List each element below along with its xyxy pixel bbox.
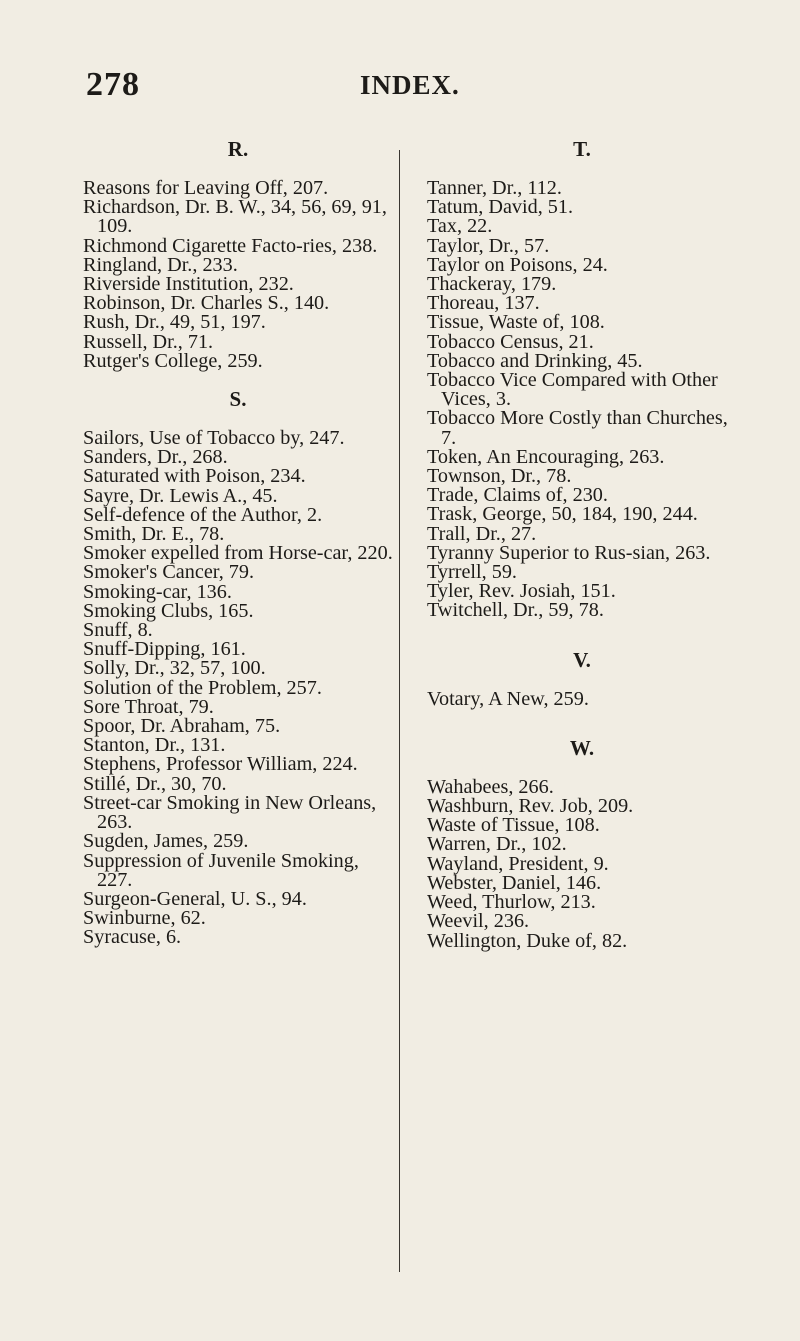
index-entry: Wahabees, 266.: [427, 775, 554, 798]
index-entry: Stillé, Dr., 30, 70.: [83, 772, 227, 795]
page-number: 278: [86, 66, 140, 103]
index-entry: Snuff-Dipping, 161.: [83, 638, 246, 661]
index-entry: Trall, Dr., 27.: [427, 522, 537, 545]
index-entry: Thoreau, 137.: [427, 292, 540, 315]
index-entry: Surgeon-General, U. S., 94.: [83, 887, 307, 910]
index-entry: Taylor, Dr., 57.: [427, 234, 550, 257]
index-entry: Smoker expelled from Horse-car, 220.: [83, 542, 393, 565]
page-header: [0, 66, 800, 106]
index-entry: Saturated with Poison, 234.: [83, 465, 306, 488]
index-entry: Tyler, Rev. Josiah, 151.: [427, 580, 616, 603]
index-entry: Stanton, Dr., 131.: [83, 734, 226, 757]
index-entry: Votary, A New, 259.: [427, 687, 589, 710]
index-entry: Tobacco More Costly than Churches, 7.: [427, 407, 728, 449]
index-entry: Snuff, 8.: [83, 619, 153, 642]
index-entry: Washburn, Rev. Job, 209.: [427, 795, 634, 818]
index-entry: Warren, Dr., 102.: [427, 833, 567, 856]
index-entry: Tobacco and Drinking, 45.: [427, 349, 643, 372]
index-entry: Sore Throat, 79.: [83, 695, 214, 718]
index-entry: Ringland, Dr., 233.: [83, 253, 238, 276]
index-entry: Wellington, Duke of, 82.: [427, 929, 628, 952]
index-entry: Tatum, David, 51.: [427, 196, 574, 219]
index-entry: Street-car Smoking in New Orleans, 263.: [83, 791, 377, 834]
index-column-left: [83, 137, 393, 949]
index-entry: Sugden, James, 259.: [83, 830, 249, 853]
index-section: [83, 137, 393, 372]
index-entry: Spoor, Dr. Abraham, 75.: [83, 715, 281, 738]
section-letter: T.: [573, 137, 591, 161]
index-entry: Richmond Cigarette Facto-ries, 238.: [83, 234, 378, 257]
index-entry: Robinson, Dr. Charles S., 140.: [83, 292, 330, 315]
index-entry: Smoker's Cancer, 79.: [83, 561, 255, 584]
index-entry: Reasons for Leaving Off, 207.: [83, 177, 329, 199]
index-entry: Wayland, President, 9.: [427, 852, 609, 875]
index-entry: Solution of the Problem, 257.: [83, 676, 322, 699]
running-head: INDEX.: [360, 70, 460, 100]
index-entry: Suppression of Juvenile Smoking, 227.: [83, 849, 359, 891]
index-entry: Tobacco Vice Compared with Other Vices, 3.: [427, 369, 718, 411]
index-entry: Self-defence of the Author, 2.: [83, 503, 323, 526]
index-entry: Townson, Dr., 78.: [427, 465, 572, 488]
section-letter: W.: [569, 735, 595, 760]
section-spacer: [427, 621, 737, 651]
index-entry: Sanders, Dr., 268.: [83, 446, 228, 469]
index-entry: Russell, Dr., 71.: [83, 330, 214, 353]
index-section: [427, 735, 737, 952]
index-entry: Rutger's College, 259.: [83, 349, 263, 372]
index-entry: Twitchell, Dr., 59, 78.: [427, 599, 604, 622]
index-entry: Weevil, 236.: [427, 910, 530, 933]
index-entry: Solly, Dr., 32, 57, 100.: [83, 657, 266, 680]
section-letter: V.: [573, 647, 591, 672]
index-entry: Smoking Clubs, 165.: [83, 599, 254, 622]
index-column-right: [427, 137, 737, 952]
index-entry: Thackeray, 179.: [427, 273, 557, 296]
index-entry: Tyranny Superior to Rus-sian, 263.: [427, 541, 711, 564]
index-entry: Trask, George, 50, 184, 190, 244.: [427, 503, 698, 526]
index-entry: Tyrrell, 59.: [427, 561, 517, 584]
index-entry: Trade, Claims of, 230.: [427, 484, 608, 507]
column-divider: [399, 150, 400, 1272]
index-section: [427, 647, 737, 710]
index-entry: Tax, 22.: [427, 215, 493, 238]
index-entry: Tissue, Waste of, 108.: [427, 311, 605, 334]
index-entry: Taylor on Poisons, 24.: [427, 253, 608, 276]
index-entry: Riverside Institution, 232.: [83, 273, 294, 296]
index-entry: Webster, Daniel, 146.: [427, 871, 602, 894]
index-section: [83, 387, 393, 949]
index-entry: Weed, Thurlow, 213.: [427, 891, 596, 914]
index-entry: Tobacco Census, 21.: [427, 330, 594, 353]
index-entry: Tanner, Dr., 112.: [427, 177, 562, 199]
index-entry: Sayre, Dr. Lewis A., 45.: [83, 484, 278, 507]
index-entry: Stephens, Professor William, 224.: [83, 753, 358, 776]
index-section: [427, 137, 737, 622]
index-entry: Sailors, Use of Tobacco by, 247.: [83, 427, 345, 450]
section-letter: S.: [229, 387, 247, 412]
section-letter: R.: [227, 137, 249, 161]
index-entry: Swinburne, 62.: [83, 907, 206, 930]
index-entry: Waste of Tissue, 108.: [427, 814, 600, 837]
index-entry: Token, An Encouraging, 263.: [427, 445, 665, 468]
section-spacer: [427, 709, 737, 739]
index-entry: Syracuse, 6.: [83, 926, 182, 949]
index-entry: Rush, Dr., 49, 51, 197.: [83, 311, 266, 334]
index-entry: Smoking-car, 136.: [83, 580, 232, 603]
index-entry: Richardson, Dr. B. W., 34, 56, 69, 91, 109.: [83, 196, 387, 238]
index-entry: Smith, Dr. E., 78.: [83, 523, 225, 546]
